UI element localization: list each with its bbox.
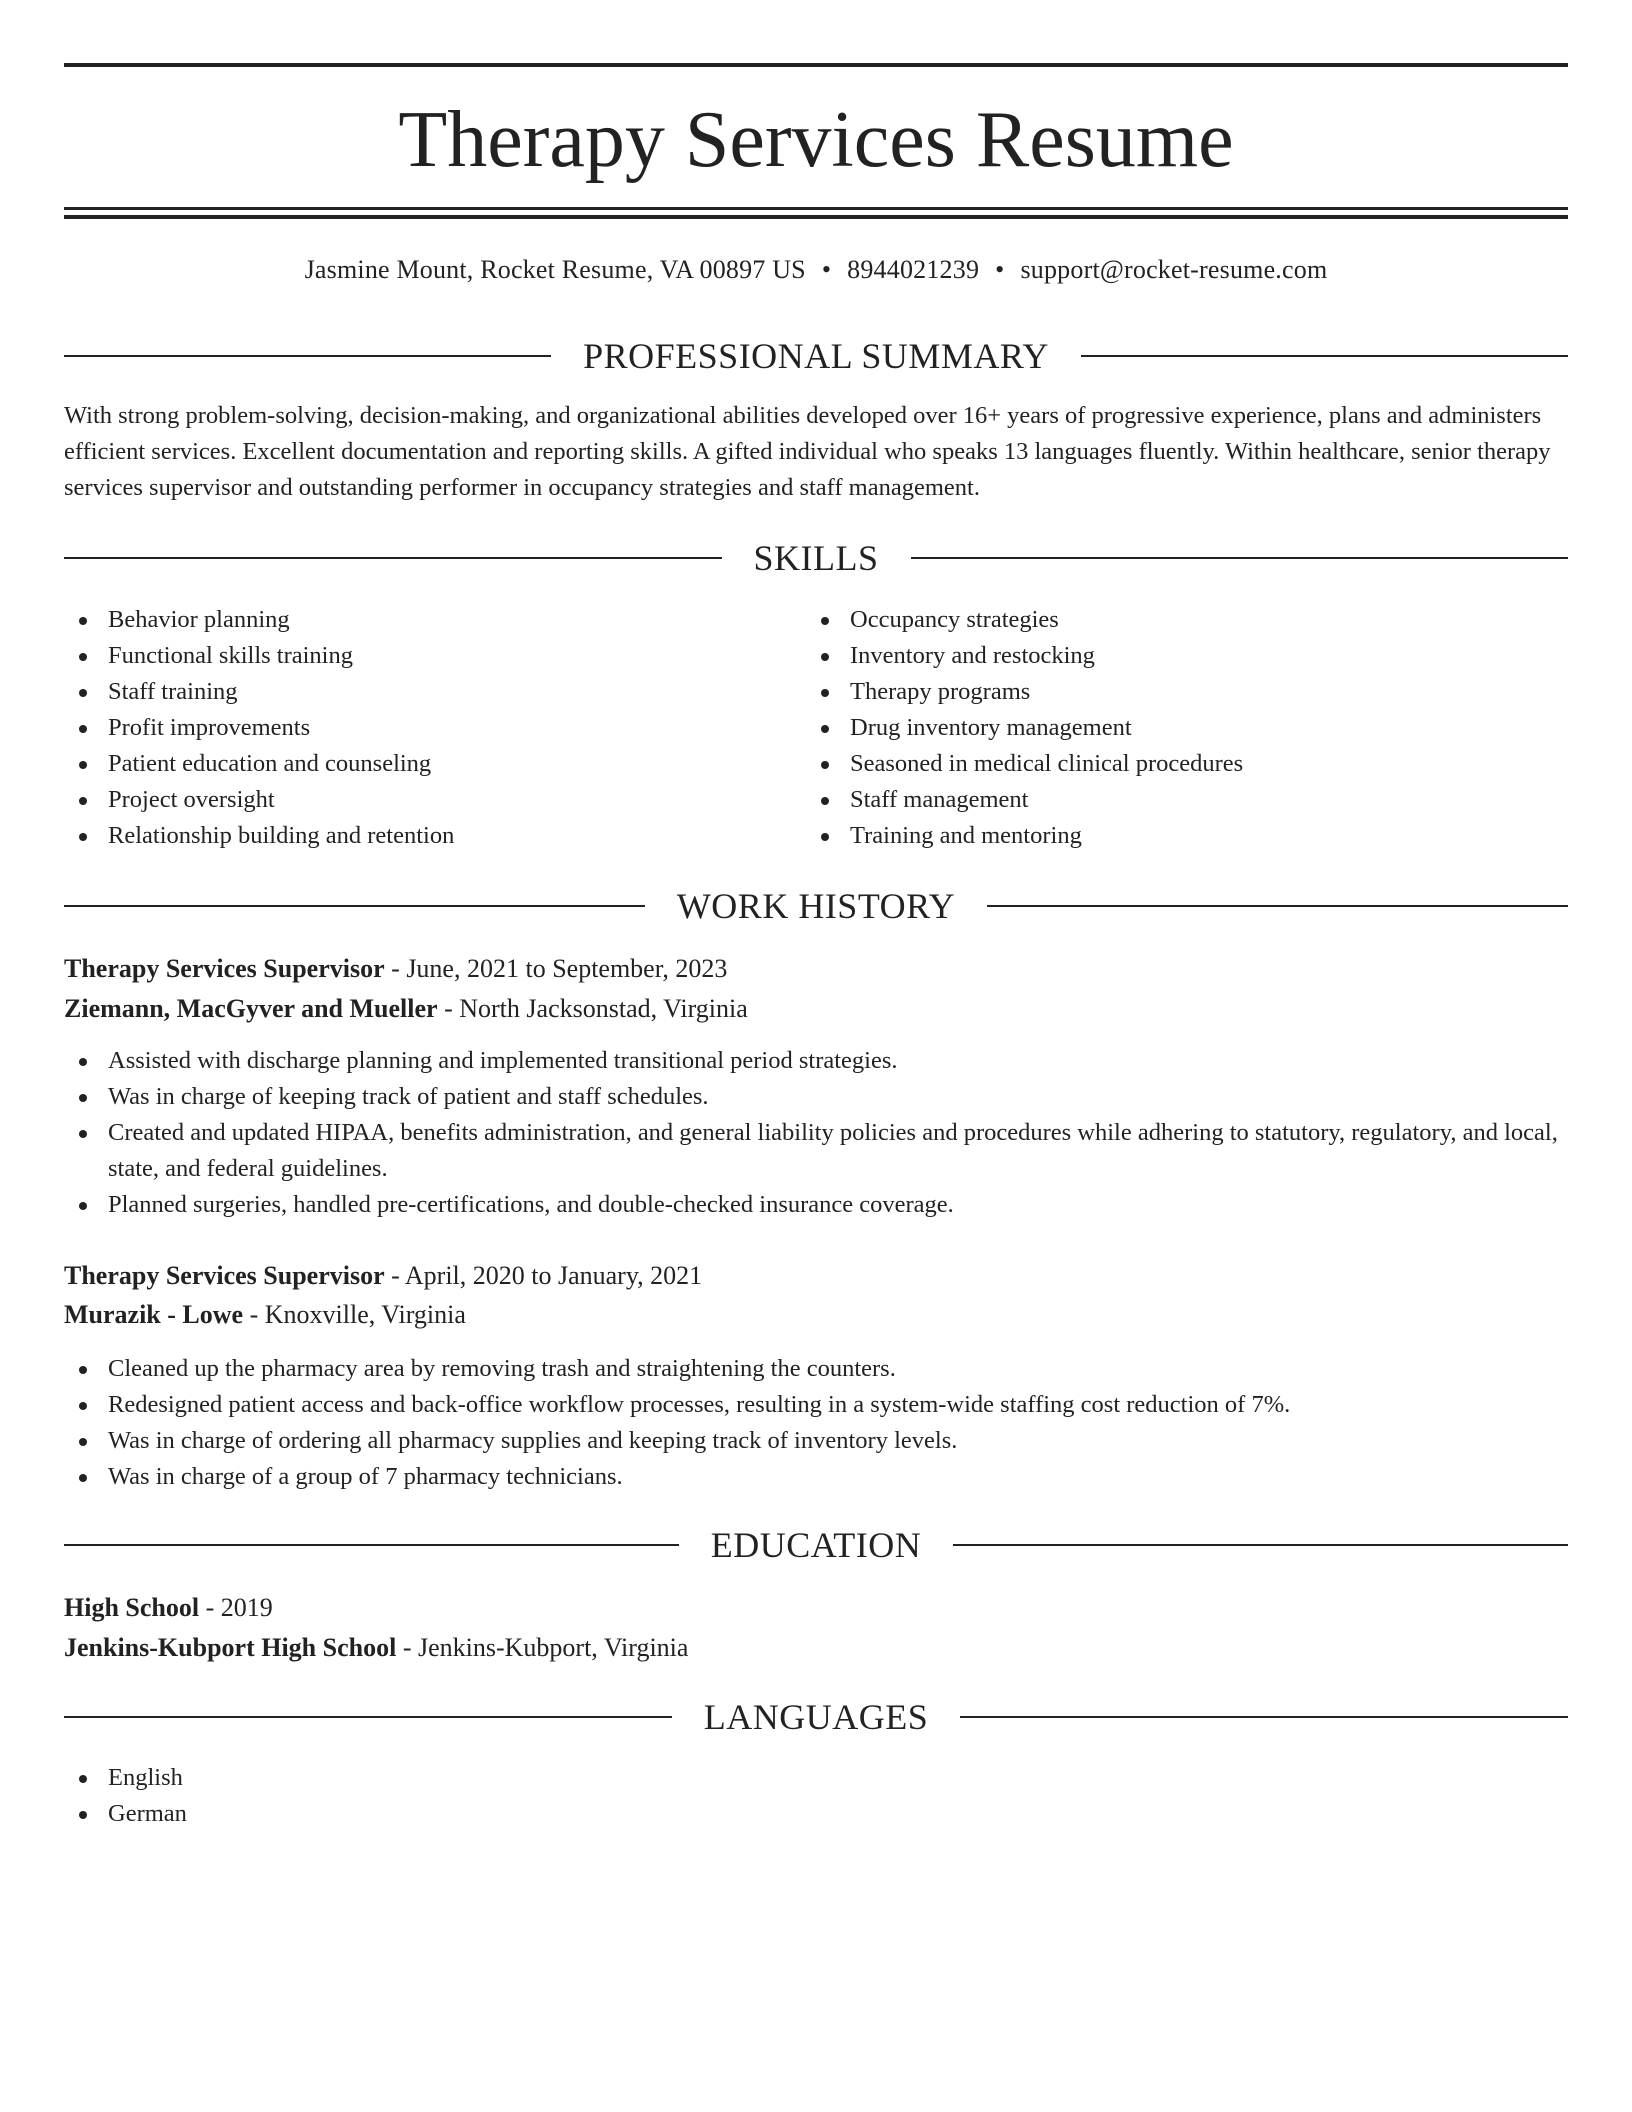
section-heading-languages — [64, 1692, 1568, 1742]
skill-item: Staff training — [64, 674, 764, 710]
heading-rule — [64, 1544, 679, 1546]
job-company-line — [64, 990, 1568, 1028]
languages-block — [64, 1760, 1568, 1832]
section-heading-education — [64, 1520, 1568, 1570]
language-item: German — [64, 1796, 1568, 1832]
header-bottom-rule-thick — [64, 215, 1568, 219]
heading-rule — [911, 557, 1569, 559]
skills-list-right — [806, 602, 1506, 854]
languages-list — [64, 1760, 1568, 1832]
job-title-line — [64, 950, 1568, 988]
heading-rule — [987, 905, 1568, 907]
job-duty: Planned surgeries, handled pre-certifications, and double-checked insurance coverage. — [64, 1187, 1568, 1223]
heading-rule — [64, 905, 645, 907]
language-item: English — [64, 1760, 1568, 1796]
contact-phone: 8944021239 — [847, 255, 980, 284]
skill-item: Project oversight — [64, 782, 764, 818]
education-school-line — [64, 1629, 1568, 1667]
job-title-line — [64, 1257, 1568, 1295]
heading-rule — [64, 557, 722, 559]
education-location: - Jenkins-Kubport, Virginia — [396, 1633, 689, 1662]
section-title: EDUCATION — [710, 1525, 922, 1565]
skill-item: Relationship building and retention — [64, 818, 764, 854]
job-dates: - April, 2020 to January, 2021 — [384, 1261, 703, 1290]
job-duty: Was in charge of ordering all pharmacy supplies and keeping track of inventory levels. — [64, 1423, 1568, 1459]
job-company: Murazik - Lowe — [64, 1300, 244, 1329]
skill-item: Seasoned in medical clinical procedures — [806, 746, 1506, 782]
job-company: Ziemann, MacGyver and Mueller — [64, 994, 438, 1023]
skill-item: Functional skills training — [64, 638, 764, 674]
job-duty: Assisted with discharge planning and implemented transitional period strategies. — [64, 1043, 1568, 1079]
job-duty: Created and updated HIPAA, benefits administration, and general liability policies and procedures while adhering to statutory, regulatory, and local, state, and federal guidelines. — [64, 1115, 1568, 1187]
resume-title: Therapy Services Resume — [398, 96, 1234, 184]
skill-item: Profit improvements — [64, 710, 764, 746]
section-title: WORK HISTORY — [676, 886, 956, 926]
section-heading-summary — [64, 331, 1568, 381]
section-title: SKILLS — [753, 538, 879, 578]
skills-column-right — [806, 602, 1506, 854]
skill-item: Therapy programs — [806, 674, 1506, 710]
job-title: Therapy Services Supervisor — [64, 1261, 385, 1290]
skill-item: Behavior planning — [64, 602, 764, 638]
skill-item: Training and mentoring — [806, 818, 1506, 854]
job-duty: Redesigned patient access and back-office workflow processes, resulting in a system-wide staffing cost reduction of 7%. — [64, 1387, 1568, 1423]
contact-address: Jasmine Mount, Rocket Resume, VA 00897 US — [304, 255, 806, 284]
heading-rule — [953, 1544, 1568, 1546]
heading-rule — [1081, 355, 1568, 357]
job-bullets — [64, 1043, 1568, 1223]
contact-line — [64, 252, 1568, 288]
job-location: - Knoxville, Virginia — [243, 1300, 466, 1329]
summary-text: With strong problem-solving, decision-making, and organizational abilities developed over 16+ years of progressive experience, plans and administers efficient services. Excellent documentation and reporting skills. A gifted individual who speaks 13 languages fluently. Within healthcare, senior therapy services supervisor and outstanding performer in occupancy strategies and staff management. — [64, 402, 1551, 501]
section-title: PROFESSIONAL SUMMARY — [583, 336, 1049, 376]
section-heading-work — [64, 881, 1568, 931]
heading-rule — [64, 1716, 672, 1718]
heading-rule — [960, 1716, 1568, 1718]
education-degree: High School — [64, 1593, 200, 1622]
education-school: Jenkins-Kubport High School — [64, 1633, 397, 1662]
header-bottom-rule — [64, 207, 1568, 210]
contact-separator: • — [995, 255, 1005, 284]
section-heading-skills — [64, 533, 1568, 583]
job-dates: - June, 2021 to September, 2023 — [384, 954, 728, 983]
skill-item: Occupancy strategies — [806, 602, 1506, 638]
section-title: LANGUAGES — [703, 1697, 929, 1737]
contact-email: support@rocket-resume.com — [1020, 255, 1328, 284]
heading-rule — [64, 355, 551, 357]
skill-item: Staff management — [806, 782, 1506, 818]
job-location: - North Jacksonstad, Virginia — [437, 994, 748, 1023]
skills-column-left — [64, 602, 764, 854]
education-degree-line — [64, 1589, 1568, 1627]
header-top-rule — [64, 63, 1568, 67]
skill-item: Inventory and restocking — [806, 638, 1506, 674]
job-duties-list — [64, 1043, 1568, 1223]
skill-item: Drug inventory management — [806, 710, 1506, 746]
skills-list-left — [64, 602, 764, 854]
skill-item: Patient education and counseling — [64, 746, 764, 782]
job-bullets — [64, 1351, 1568, 1495]
education-year: - 2019 — [199, 1593, 273, 1622]
job-title: Therapy Services Supervisor — [64, 954, 385, 983]
job-duty: Was in charge of keeping track of patient and staff schedules. — [64, 1079, 1568, 1115]
job-duties-list — [64, 1351, 1568, 1495]
contact-separator: • — [821, 255, 832, 284]
job-company-line — [64, 1296, 1568, 1334]
job-duty: Cleaned up the pharmacy area by removing trash and straightening the counters. — [64, 1351, 1568, 1387]
job-duty: Was in charge of a group of 7 pharmacy technicians. — [64, 1459, 1568, 1495]
